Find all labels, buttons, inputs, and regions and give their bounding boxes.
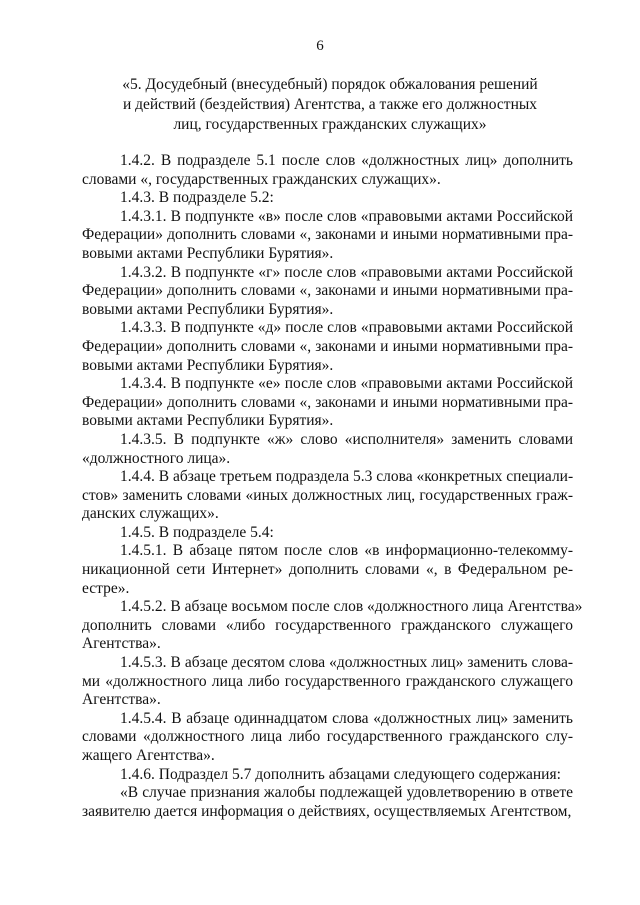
paragraph-line: вовыми актами Республики Бурятия». <box>82 300 334 318</box>
document-body <box>82 152 583 821</box>
paragraph-line: дополнить словами «либо государственного гражданского служащего <box>82 616 573 634</box>
paragraph <box>82 598 583 654</box>
section-heading-line-3: лиц, государственных гражданских служащих» <box>173 116 487 133</box>
paragraph <box>82 710 573 766</box>
paragraph-line: Федерации» дополнить словами «, законами и иными нормативными пра- <box>82 337 573 355</box>
paragraph <box>82 152 573 189</box>
paragraph <box>82 784 573 821</box>
paragraph-line: Агентства». <box>82 691 161 709</box>
paragraph-line: вовыми актами Республики Бурятия». <box>82 244 334 262</box>
paragraph-line: ми «должностного лица либо государственного гражданского служащего <box>82 672 573 690</box>
paragraph <box>82 319 573 375</box>
paragraph-line: 1.4.3.1. В подпункте «в» после слов «правовыми актами Российской <box>120 207 573 225</box>
section-heading-line-1: «5. Досудебный (внесудебный) порядок обжалования решений <box>122 76 538 93</box>
paragraph <box>82 766 573 785</box>
paragraph <box>82 468 573 524</box>
paragraph-line: 1.4.5.1. В абзаце пятом после слов «в информационно-телекомму- <box>120 542 573 560</box>
paragraph <box>82 264 573 320</box>
paragraph-line: «должностного лица». <box>82 449 231 467</box>
paragraph-line: Федерации» дополнить словами «, законами и иными нормативными пра- <box>82 393 573 411</box>
paragraph-line: 1.4.2. В подразделе 5.1 после слов «должностных лиц» дополнить <box>120 152 573 169</box>
paragraph-line: жащего Агентства». <box>82 747 215 764</box>
paragraph-line: 1.4.3.2. В подпункте «г» после слов «правовыми актами Российской <box>120 263 573 281</box>
paragraph-line: 1.4.5.2. В абзаце восьмом после слов «должностного лица Агентства» <box>120 598 583 616</box>
section-heading <box>80 75 580 135</box>
paragraph-line: 1.4.5.3. В абзаце десятом слова «должностных лиц» заменить слова- <box>120 654 573 672</box>
paragraph-line: 1.4.3.4. В подпункте «е» после слов «правовыми актами Российской <box>120 375 573 393</box>
paragraph-line: 1.4.5. В подразделе 5.4: <box>120 523 274 541</box>
paragraph-line: 1.4.3.5. В подпункте «ж» слово «исполнителя» заменить словами <box>120 430 573 448</box>
paragraph-line: естре». <box>82 579 130 597</box>
paragraph <box>82 208 573 264</box>
paragraph-line: 1.4.4. В абзаце третьем подраздела 5.3 слова «конкретных специали- <box>120 468 574 486</box>
paragraph <box>82 375 573 431</box>
paragraph-line: 1.4.5.4. В абзаце одиннадцатом слова «должностных лиц» заменить <box>120 709 573 727</box>
paragraph-line: вовыми актами Республики Бурятия». <box>82 412 334 430</box>
paragraph-line: 1.4.3. В подразделе 5.2: <box>120 189 274 207</box>
paragraph-line: словами «должностного лица либо государственного гражданского слу- <box>82 728 573 746</box>
paragraph-line: 1.4.3.3. В подпункте «д» после слов «правовыми актами Российской <box>120 319 573 337</box>
paragraph <box>82 524 573 543</box>
paragraph-line: Агентства». <box>82 635 161 653</box>
paragraph-line: никационной сети Интернет» дополнить словами «, в Федеральном ре- <box>82 561 573 579</box>
paragraph <box>82 654 573 710</box>
paragraph-line: Федерации» дополнить словами «, законами и иными нормативными пра- <box>82 226 573 244</box>
paragraph-line: стов» заменить словами «иных должностных лиц, государственных граж- <box>82 486 573 504</box>
paragraph-line: заявителю дается информация о действиях, осуществляемых Агентством, <box>82 802 572 820</box>
section-heading-line-2: и действий (бездействия) Агентства, а также его должностных <box>122 96 538 113</box>
paragraph <box>82 431 573 468</box>
paragraph-line: 1.4.6. Подраздел 5.7 дополнить абзацами следующего содержания: <box>120 765 561 783</box>
paragraph <box>82 189 573 208</box>
paragraph-line: Федерации» дополнить словами «, законами и иными нормативными пра- <box>82 282 573 300</box>
paragraph-line: «В случае признания жалобы подлежащей удовлетворению в ответе <box>120 784 573 802</box>
page-number: 6 <box>316 38 324 54</box>
paragraph <box>82 542 573 598</box>
paragraph-line: данских служащих». <box>82 505 219 523</box>
paragraph-line: вовыми актами Республики Бурятия». <box>82 356 334 374</box>
paragraph-line: словами «, государственных гражданских служащих». <box>82 170 441 188</box>
